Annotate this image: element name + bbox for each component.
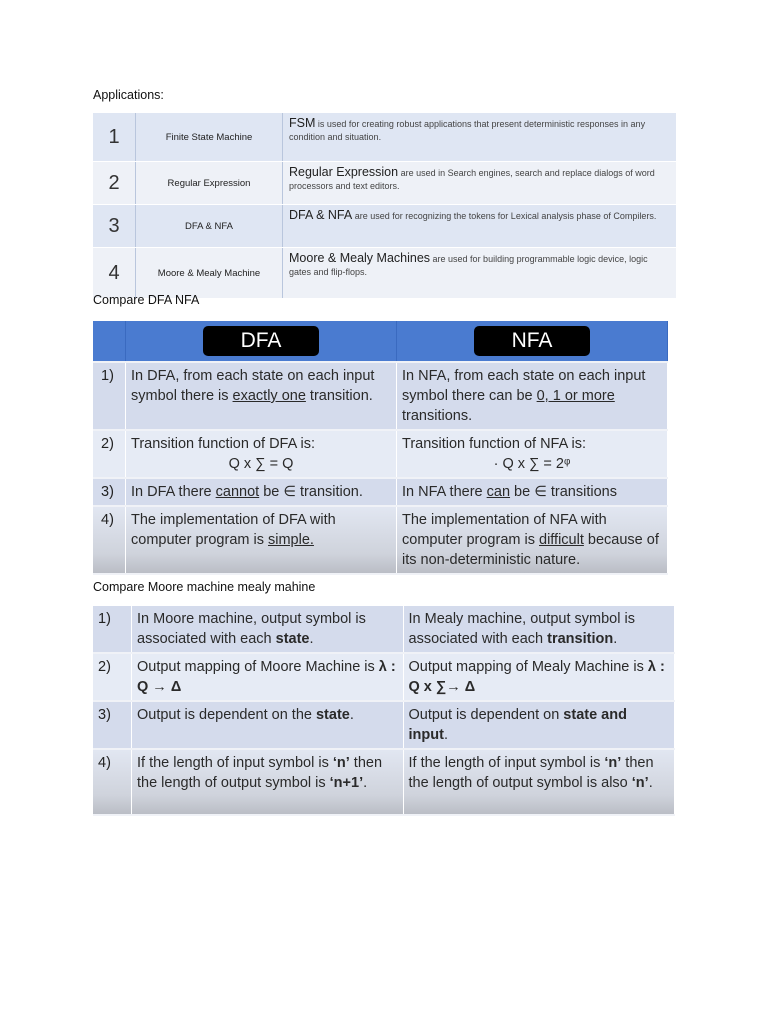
application-name: Finite State Machine — [136, 113, 283, 162]
cell-text: Output mapping of Mealy Machine is — [408, 659, 648, 675]
cell-text: Output mapping of Moore Machine is — [137, 659, 379, 675]
nfa-cell — [397, 362, 668, 430]
bold-text: state — [275, 631, 310, 647]
dfa-cell — [126, 362, 397, 430]
table-row — [93, 606, 675, 653]
table-header-row — [93, 321, 668, 362]
description-text: are used in Search engines, search and replace dialogs of word processors and text editors. — [289, 168, 655, 191]
application-term: Regular Expression — [289, 165, 399, 179]
dfa-cell — [126, 478, 397, 506]
row-number: 1 — [93, 113, 136, 162]
description-text: are used for recognizing the tokens for Lexical analysis phase of Compilers. — [352, 211, 657, 221]
compare-dfa-nfa-heading: Compare DFA NFA — [93, 293, 200, 307]
moore-mealy-table — [93, 606, 675, 816]
cell-text: . — [648, 775, 653, 791]
cell-text: In Moore machine, output symbol is associated with each — [137, 611, 366, 647]
bold-text: transition — [547, 631, 614, 647]
cell-text: . — [613, 631, 618, 647]
bold-text: ‘n’ — [332, 755, 350, 771]
emphasis-text: simple. — [268, 532, 314, 548]
dfa-header-cell — [126, 321, 397, 362]
cell-text: If the length of input symbol is — [408, 755, 605, 771]
application-description — [283, 248, 677, 299]
cell-text: be ∈ transitions — [510, 484, 617, 500]
cell-text: then the length of output symbol is also — [408, 755, 654, 791]
moore-cell — [132, 653, 404, 701]
emphasis-text: cannot — [215, 484, 260, 500]
row-number: 2) — [93, 430, 126, 478]
nfa-header-cell — [397, 321, 668, 362]
description-text: is used for creating robust applications that present deterministic responses in any condition and situation. — [289, 119, 646, 142]
moore-cell — [132, 749, 404, 815]
row-number: 3) — [93, 478, 126, 506]
cell-text: be ∈ transition. — [259, 484, 363, 500]
cell-text: Output is dependent on the — [137, 707, 316, 723]
cell-text: Output is dependent on — [408, 707, 564, 723]
application-description — [283, 162, 677, 205]
row-number: 4) — [93, 749, 132, 815]
dfa-label: DFA — [203, 326, 320, 356]
moore-cell — [132, 701, 404, 749]
table-row — [93, 430, 668, 478]
application-description — [283, 205, 677, 248]
row-number: 4 — [93, 248, 136, 299]
table-row — [93, 162, 676, 205]
cell-text: In NFA there — [402, 484, 487, 500]
application-name: DFA & NFA — [136, 205, 283, 248]
applications-heading: Applications: — [93, 88, 164, 102]
formula: Q x ∑ = Q — [228, 456, 294, 472]
cell-text: In DFA, from each state on each input symbol there is — [131, 368, 375, 404]
emphasis-text: can — [486, 484, 511, 500]
emphasis-text: 0, 1 or more — [536, 388, 615, 404]
cell-text: . — [443, 727, 448, 743]
bold-text: ‘n’ — [631, 775, 649, 791]
cell-text: transition. — [305, 388, 373, 404]
bold-text: state — [315, 707, 350, 723]
table-row — [93, 113, 676, 162]
row-number: 2 — [93, 162, 136, 205]
cell-text: because of its non-deterministic nature. — [402, 532, 659, 568]
cell-text: Transition function of NFA is: — [402, 436, 587, 452]
application-description — [283, 113, 677, 162]
moore-cell — [132, 606, 404, 653]
cell-text: If the length of input symbol is — [137, 755, 333, 771]
application-name: Regular Expression — [136, 162, 283, 205]
row-number: 3 — [93, 205, 136, 248]
table-row — [93, 506, 668, 574]
nfa-label: NFA — [474, 326, 591, 356]
bold-text: ‘n’ — [604, 755, 622, 771]
dfa-cell — [126, 506, 397, 574]
mealy-cell — [403, 606, 675, 653]
bold-text: λ : Q → Δ — [137, 659, 396, 695]
table-row — [93, 653, 675, 701]
compare-moore-mealy-heading: Compare Moore machine mealy mahine — [93, 580, 316, 594]
row-number: 3) — [93, 701, 132, 749]
bold-text: state and input — [408, 707, 627, 743]
applications-table — [93, 113, 676, 299]
cell-text: Transition function of DFA is: — [131, 436, 316, 452]
cell-text: then the length of output symbol is — [137, 755, 383, 791]
table-row — [93, 248, 676, 299]
cell-text: The implementation of NFA with computer program is — [402, 512, 607, 548]
emphasis-text: difficult — [539, 532, 584, 548]
cell-text: transitions. — [402, 408, 473, 424]
bold-text: λ : Q x ∑→ Δ — [408, 659, 665, 695]
table-row — [93, 701, 675, 749]
row-number: 1) — [93, 362, 126, 430]
application-name: Moore & Mealy Machine — [136, 248, 283, 299]
row-number: 2) — [93, 653, 132, 701]
dfa-nfa-table — [93, 321, 668, 575]
emphasis-text: exactly one — [232, 388, 306, 404]
nfa-cell — [397, 478, 668, 506]
table-row — [93, 362, 668, 430]
application-term: DFA & NFA — [289, 208, 353, 222]
application-term: FSM — [289, 116, 316, 130]
table-row — [93, 205, 676, 248]
dfa-cell — [126, 430, 397, 478]
mealy-cell — [403, 749, 675, 815]
row-number: 4) — [93, 506, 126, 574]
cell-text: . — [349, 707, 354, 723]
description-text: are used for building programmable logic device, logic gates and flip-flops. — [289, 254, 648, 277]
table-row — [93, 749, 675, 815]
header-blank-cell — [93, 321, 126, 362]
row-number: 1) — [93, 606, 132, 653]
cell-text: In NFA, from each state on each input symbol there can be — [402, 368, 646, 404]
nfa-cell — [397, 506, 668, 574]
formula: · Q x ∑ = 2ᵠ — [493, 456, 571, 472]
cell-text: The implementation of DFA with computer program is — [131, 512, 336, 548]
application-term: Moore & Mealy Machines — [289, 251, 431, 265]
mealy-cell — [403, 701, 675, 749]
mealy-cell — [403, 653, 675, 701]
cell-text: In DFA there — [131, 484, 216, 500]
cell-text: . — [363, 775, 368, 791]
table-row — [93, 478, 668, 506]
nfa-cell — [397, 430, 668, 478]
cell-text: In Mealy machine, output symbol is associated with each — [408, 611, 635, 647]
bold-text: ‘n+1’ — [329, 775, 364, 791]
cell-text: . — [309, 631, 314, 647]
